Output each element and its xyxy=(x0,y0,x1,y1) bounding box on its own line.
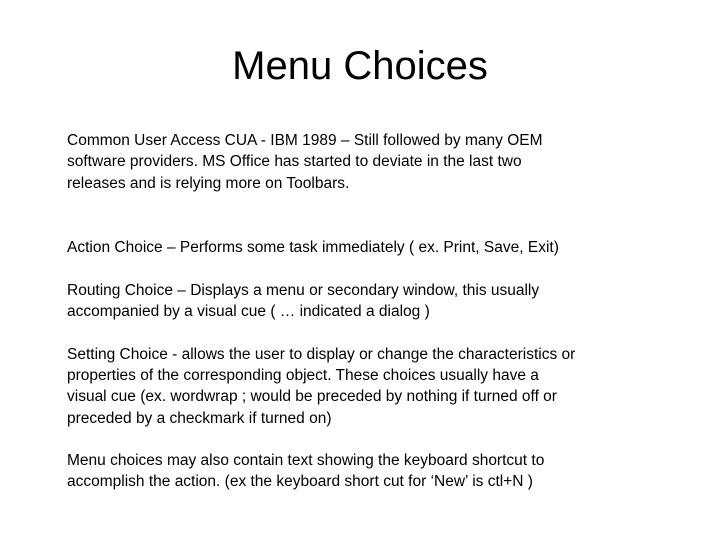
slide-body xyxy=(67,130,647,493)
text-line: Setting Choice - allows the user to display or change the characteristics or xyxy=(67,345,576,363)
text-line: Common User Access CUA - IBM 1989 – Still followed by many OEM xyxy=(67,132,543,149)
text-line: Routing Choice – Displays a menu or secondary window, this usually xyxy=(67,282,540,300)
text-line: visual cue (ex. wordwrap ; would be preceded by nothing if turned off or xyxy=(67,388,557,406)
paragraph-action-choice xyxy=(67,237,647,258)
paragraph-cua xyxy=(67,130,647,194)
paragraph-setting-choice xyxy=(67,344,647,429)
slide-title: Menu Choices xyxy=(232,44,488,88)
paragraph-keyboard-shortcut xyxy=(67,450,647,493)
text-line: preceded by a checkmark if turned on) xyxy=(67,409,332,427)
text-line: software providers. MS Office has started to deviate in the last two xyxy=(67,153,522,171)
text-line: Menu choices may also contain text showing the keyboard shortcut to xyxy=(67,451,545,469)
text-line: properties of the corresponding object. These choices usually have a xyxy=(67,367,539,385)
text-line: accomplish the action. (ex the keyboard short cut for ‘New’ is ctl+N ) xyxy=(67,473,533,491)
text-line: accompanied by a visual cue ( … indicated a dialog ) xyxy=(67,303,430,321)
text-line: releases and is relying more on Toolbars. xyxy=(67,174,350,192)
paragraph-routing-choice xyxy=(67,280,647,323)
text-line: Action Choice – Performs some task immediately ( ex. Print, Save, Exit) xyxy=(67,238,559,256)
